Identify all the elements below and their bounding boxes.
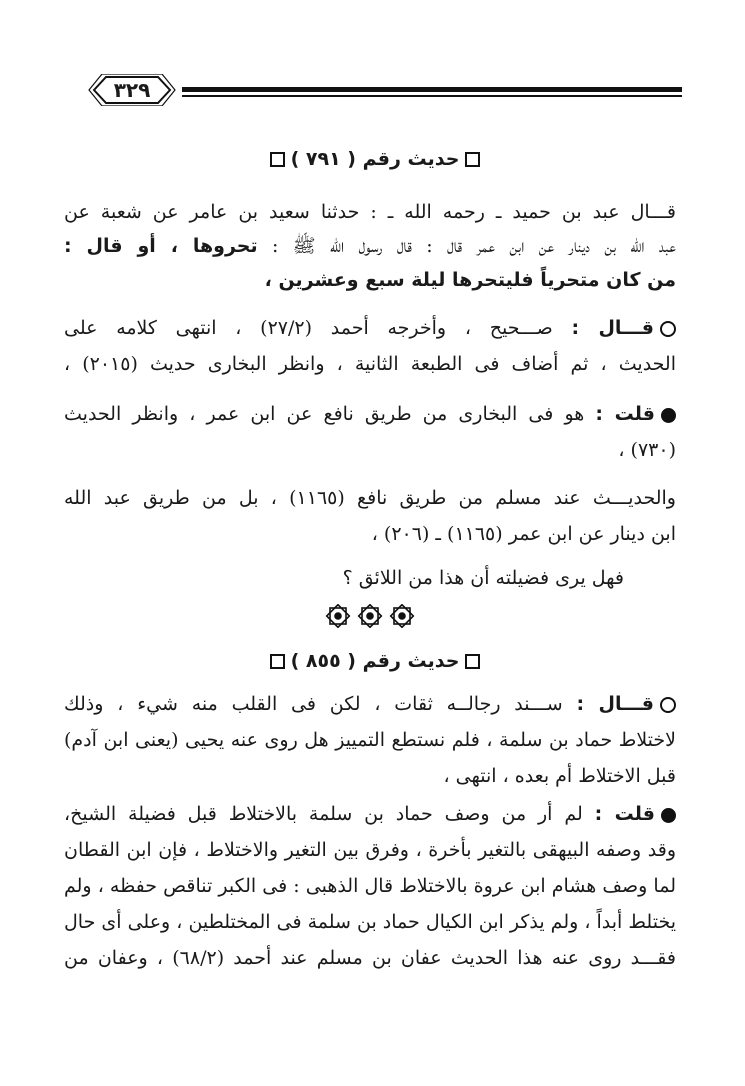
- open-circle-icon: [660, 697, 676, 713]
- text-line: لما وصف هشام ابن عروة بالاختلاط قال الذهبى : فى الكبر تناقص حفظه ، ولم: [64, 875, 676, 897]
- text-line: قبل الاختلاط أم بعده ، انتهى ،: [443, 765, 676, 787]
- filled-circle-icon: [661, 808, 676, 823]
- qala-label: قـــال :: [576, 693, 654, 715]
- text-line: [64, 692, 676, 716]
- square-bullet-icon: [270, 654, 285, 669]
- heading-text: حديث رقم ( ٨٥٥ ): [290, 650, 460, 672]
- text-span: عبد الله بن دينار عن ابن عمر قال : قال رسول الله ﷺ :: [271, 235, 676, 257]
- section-heading-855: [80, 650, 670, 672]
- square-bullet-icon: [465, 152, 480, 167]
- text-line: وقد وصفه البيهقى بالتغير بأخرة ، وفرق بين التغير والاختلاط ، فإن ابن القطان: [64, 839, 676, 861]
- text-line: [64, 316, 676, 340]
- page-number-badge: [86, 74, 178, 106]
- text-line: ابن دينار عن ابن عمر (١١٦٥) ـ (٢٠٦) ،: [371, 523, 676, 545]
- square-bullet-icon: [270, 152, 285, 167]
- hadith-quote: من كان متحرياً فليتحرها ليلة سبع وعشرين ،: [264, 269, 676, 291]
- text-line: [64, 234, 676, 258]
- text-span: هو فى البخارى من طريق نافع عن ابن عمر ، وانظر الحديث: [64, 403, 585, 425]
- text-span: لم أر من وصف حماد بن سلمة بالاختلاط قبل فضيلة الشيخ،: [64, 803, 583, 825]
- header-rule-thin: [182, 95, 682, 97]
- page-number: ٣٢٩: [113, 78, 151, 102]
- qala-label: قـــال :: [571, 317, 654, 339]
- text-line: [64, 802, 676, 826]
- page-header: [78, 72, 682, 114]
- text-line: قـــال عبد بن حميد ـ رحمه الله ـ : حدثنا سعيد بن عامر عن شعبة عن: [64, 201, 676, 223]
- text-line: يختلط أبداً ، ولم يذكر ابن الكيال حماد بن سلمة فى المختلطين ، وعلى أى حال: [64, 911, 676, 933]
- text-line: والحديـــث عند مسلم من طريق نافع (١١٦٥) ، بل من طريق عبد الله: [64, 487, 676, 509]
- header-rule-thick: [182, 87, 682, 92]
- open-circle-icon: [660, 321, 676, 337]
- ornament-divider-icon: [320, 604, 420, 628]
- section-heading-791: [80, 148, 670, 170]
- text-span: ســـند رجالــه ثقات ، لكن فى القلب منه شيء ، وذلك: [64, 693, 563, 715]
- filled-circle-icon: [661, 408, 676, 423]
- text-line: (٧٣٠) ،: [618, 439, 676, 461]
- text-line: فقـــد روى عنه هذا الحديث عفان بن مسلم عند أحمد (٦٨/٢) ، وعفان من: [64, 947, 676, 969]
- text-line: لاختلاط حماد بن سلمة ، فلم نستطع التمييز هل روى عنه يحيى (يعنى ابن آدم): [64, 729, 676, 751]
- text-span: صـــحيح ، وأخرجه أحمد (٢٧/٢) ، انتهى كلامه على: [64, 317, 553, 339]
- qultu-label: قلت :: [595, 403, 655, 425]
- text-line: الحديث ، ثم أضاف فى الطبعة الثانية ، وانظر البخارى حديث (٢٠١٥) ،: [64, 353, 676, 375]
- qultu-label: قلت :: [594, 803, 655, 825]
- hadith-quote: تحروها ، أو قال :: [64, 235, 258, 257]
- text-line: فهل يرى فضيلته أن هذا من اللائق ؟: [342, 567, 624, 589]
- square-bullet-icon: [465, 654, 480, 669]
- heading-text: حديث رقم ( ٧٩١ ): [290, 148, 460, 170]
- text-line: [64, 402, 676, 426]
